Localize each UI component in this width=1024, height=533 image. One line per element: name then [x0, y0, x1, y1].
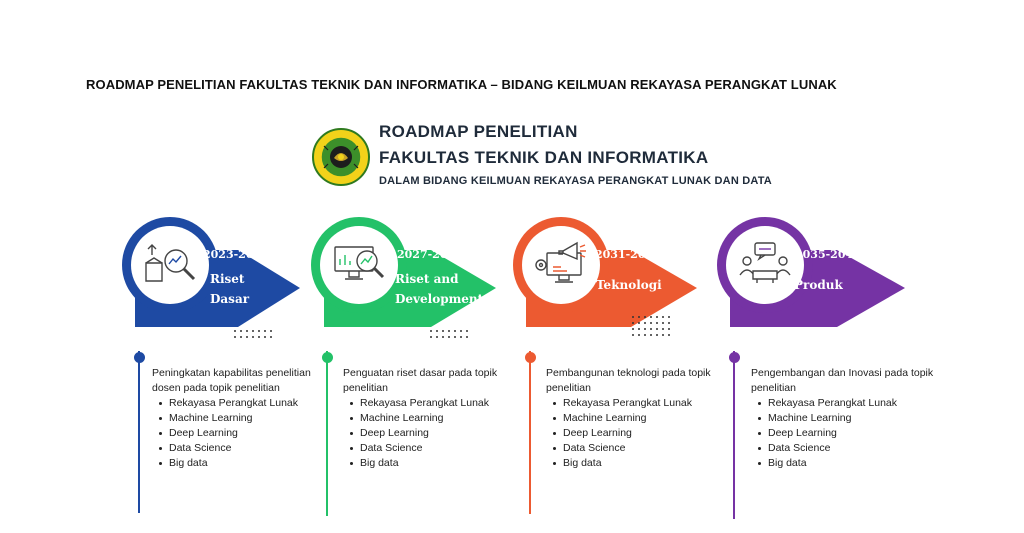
stage-name-line-2: Dasar [210, 292, 250, 306]
subtitle: DALAM BIDANG KEILMUAN REKAYASA PERANGKAT LUNAK DAN DATA [379, 175, 772, 187]
stage-intro: Peningkatan kapabilitas penelitian dosen pada topik penelitian [152, 367, 311, 394]
stage-riset-development [309, 215, 509, 515]
title-line-1: ROADMAP PENELITIAN [379, 122, 578, 141]
timeline-line [138, 351, 140, 513]
topic-item: Deep Learning [768, 426, 936, 441]
timeline-dot [729, 352, 740, 363]
stage-name-line-1: Produk [794, 278, 843, 292]
topic-list [751, 396, 936, 471]
topic-item: Machine Learning [169, 411, 337, 426]
topic-item: Rekayasa Perangkat Lunak [768, 396, 936, 411]
decorative-dots [429, 329, 471, 341]
stage-description [751, 366, 936, 471]
topic-item: Rekayasa Perangkat Lunak [360, 396, 528, 411]
stage-intro: Penguatan riset dasar pada topik penelitian [343, 367, 498, 394]
topic-item: Big data [360, 456, 528, 471]
topic-item: Rekayasa Perangkat Lunak [169, 396, 337, 411]
decorative-dots [233, 329, 275, 341]
timeline-line [733, 351, 735, 519]
topic-item: Big data [563, 456, 731, 471]
topic-item: Data Science [169, 441, 337, 456]
university-emblem [312, 128, 370, 186]
technology-megaphone-icon [533, 241, 589, 285]
stage-description [343, 366, 528, 471]
page-heading: ROADMAP PENELITIAN FAKULTAS TEKNIK DAN INFORMATIKA – BIDANG KEILMUAN REKAYASA PERANGKAT LUNAK [86, 77, 837, 92]
topic-item: Big data [768, 456, 936, 471]
stage-name-line-1: Teknologi [596, 278, 662, 292]
topic-item: Data Science [563, 441, 731, 456]
stage-intro: Pembangunan teknologi pada topik penelitian [546, 367, 711, 394]
stage-period: 2035-2041 [795, 248, 861, 261]
topic-item: Deep Learning [563, 426, 731, 441]
title-line-2: FAKULTAS TEKNIK DAN INFORMATIKA [379, 148, 709, 167]
timeline-line [529, 351, 531, 514]
stage-description [546, 366, 731, 471]
stage-intro: Pengembangan dan Inovasi pada topik penelitian [751, 367, 934, 394]
topic-item: Rekayasa Perangkat Lunak [563, 396, 731, 411]
product-discussion-icon [737, 241, 793, 285]
monitor-analysis-icon [331, 241, 387, 285]
topic-item: Big data [169, 456, 337, 471]
topic-item: Machine Learning [360, 411, 528, 426]
stage-period: 2023-2027 [203, 248, 269, 261]
topic-item: Deep Learning [360, 426, 528, 441]
stage-riset-dasar [120, 215, 320, 515]
topic-item: Data Science [360, 441, 528, 456]
stage-teknologi [511, 215, 711, 515]
stage-period: 2031-2035 [595, 248, 661, 261]
topic-item: Machine Learning [768, 411, 936, 426]
topic-list [343, 396, 528, 471]
topic-list [546, 396, 731, 471]
timeline-dot [525, 352, 536, 363]
decorative-dots [631, 315, 673, 339]
research-chart-icon [142, 241, 198, 285]
stage-period: 2027-2031 [397, 248, 463, 261]
stage-name-line-2: Development [395, 292, 484, 306]
stage-produk [715, 215, 934, 515]
topic-item: Deep Learning [169, 426, 337, 441]
topic-item: Data Science [768, 441, 936, 456]
timeline-dot [322, 352, 333, 363]
stage-name-line-1: Riset [210, 272, 245, 286]
timeline-line [326, 351, 328, 516]
stage-name-line-1: Riset and [395, 272, 459, 286]
timeline-dot [134, 352, 145, 363]
topic-item: Machine Learning [563, 411, 731, 426]
